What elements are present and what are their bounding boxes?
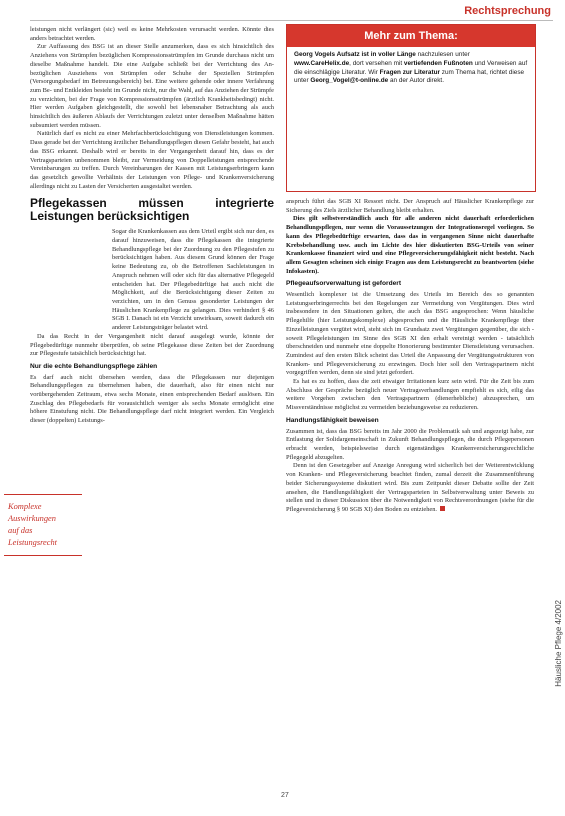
pullquote: [4, 494, 82, 556]
info-text: nachzulesen unter: [417, 51, 470, 58]
paragraph: Wesentlich komplexer ist die Umsetzung des Urteils im Bereich des so genannten Leistungserbringerrechts bei den Regelungen zur Vermeidung von Vergütungen. Dies wird insbesondere in den Situationen gelten, die auch das BSG angesprochen: Wenn häusliche Pflegehilfe (hier Leistungskomplexe) abgesprochen und die Häusliche Krankenpflege über Einzelleistungen vergütet wird, steht sich im Grundsatz zwei Vergütungen gegenüber, die sich - soweit Pflegeleistungen im Sinne des SGB XI den erhalt vereinigt werden - tatsächlich überschneiden und nunmehr eine doppelte Honorierung bestimmter Dienstleistung verursachen. Zumindest auf den ersten Blick scheint das Urteil die Anpassung der Vergütungsstrukturen von Kranken- und Pflegeversicherung zu erzwingen. Doch hier soll den Vertragspartnern nicht vorgegriffen werden, denn sie sind jetzt gefordert.: [286, 291, 534, 377]
info-bold: vertiefenden Fußnoten: [403, 59, 473, 67]
paragraph: anspruch führt das SGB XI Ressort nicht. Der Anspruch auf Häuslicher Krankenpflege zur Sicherung des Ziels ärztlicher Behandlung bleibt erhalten.: [286, 198, 534, 214]
paragraph: [286, 462, 534, 514]
pullquote-line: Leistungsrecht: [8, 538, 58, 547]
info-box-title: Mehr zum Thema:: [287, 25, 535, 47]
journal-label: Häusliche Pflege 4/2002: [554, 600, 563, 687]
pullquote-line: Komplexe: [8, 502, 42, 511]
subheading: Nur die echte Behandlungspflege zählen: [30, 362, 158, 370]
pullquote-line: auf das: [8, 526, 33, 535]
paragraph-text: Denn ist den Gesetzgeber auf Anzeige Anregung wird sicherlich bei der Weiterentwicklung von Kranken- und Pflegeversicherung beachtet finden, zumal derzeit die Zusammenführung beider Sicherungssysteme diskutiert wird. Bis zum Zeitpunkt dieser Debatte sollte der Zeit ansehen, die Handlungsfähigkeit der Vertragsparteien in Selbstverwaltung unter Beweis zu stellen und in dieser Diskussion über die Notwendigkeit von Rechtsverordnungen (siehe für die Pflegeversicherung § 90 SGB XI) den Boden zu entziehen.: [286, 462, 534, 513]
paragraph: leistungen nicht verlängert (sic) weil es keine Mehrkosten verursacht werden. Könnte dies anders betrachtet werden.: [30, 26, 274, 42]
info-link[interactable]: www.CareHelix.de: [294, 59, 350, 67]
page-number: 27: [281, 792, 289, 799]
info-box-body: [287, 47, 535, 90]
paragraph: Es hat es zu hoffen, dass die zeit etwaiger Irritationen kurz sein wird. Für die Zeit bis zum Abschluss der Gespräche bezüglich neuer Vertragsverhandlungen empfiehlt es sich, eilig das weitere Vorgehen zwischen den Vertragspartnern (dienerhebliche) abzusprechen, um Missverständnisse möglichst zu vermeiden beziehungsweise zu reduzieren.: [286, 378, 534, 412]
paragraph: Zusammen ist, dass das BSG bereits im Jahr 2000 die Problematik sah und angezeigt habe, zur Entlastung der Solidargemeinschaft in Zukunft Behandlungspflegen, die durch Pflegepersonen erbracht werden, beispielsweise durch eigenständiges Krankenversicherungsrechtliche Pflegegeld abzugelten.: [286, 427, 534, 461]
info-bold: Fragen zur Literatur: [379, 68, 440, 76]
info-text: an der Autor direkt.: [389, 77, 444, 85]
paragraph: Natürlich darf es nicht zu einer Mehrfachberücksichtigung von Dienstleistungen kommen. Dass gerade bei der Verrichtung ärztlicher Behandlungspflegen diesen Gefahr besteht, hat auch das BSG erkannt. Deshalb wird er bereits in der Vergangenheit darauf hin, dass es der Vertragsparteien unbenommen bleibt, zur Vermeidung von Doppelleistungen entsprechende Vereinbarungen zu treffen. Durch Vereinbarungen der Kassen mit Leistungserbringern kann das gesetzlich gewollte Verhältnis der Leistungen von Pflege- und Krankenversicherung allerdings nicht zu Lasten der Versicherten ausgestaltet werden.: [30, 130, 274, 190]
info-box: [286, 24, 536, 192]
left-column: [30, 26, 274, 426]
paragraph: Sogar die Krankenkassen aus dem Urteil ergibt sich nur den, es darauf hinzuweisen, dass die Pflegekassen die integrierte Behandlungspflege bei der Zuordnung zu den Pflegestufen zu berücksichtigen haben. Aus diesem Grund können der Frage keine Bedeutung zu, ob die Betroffenen Sachleistungen in Anspruch nehmen will oder sich für das alternative Pflegegeld entscheiden hat. Der Pflegebedürftige hat auch nicht die Möglichkeit, auf die Berücksichtigung dieser Zeiten zu verzichten, um in den Genuss gesonderter Leistungen der Häuslichen Krankenpflege zu gelangen. Dies verhindert § 46 SGB I. Danach ist ein Verzicht unwirksam, soweit dadurch ein anderer Leistungsträger belastet wird.: [112, 228, 274, 332]
section-title: Rechtsprechung: [464, 5, 551, 17]
info-intro: Georg Vogels Aufsatz ist in voller Länge: [294, 51, 416, 58]
subheading: Pflegeaufsorverwaltung ist gefordert: [286, 280, 402, 288]
paragraph: Es darf auch nicht übersehen werden, dass die Pflegekassen nur diejenigen Behandlungspflegen zu übernehmen haben, die dauerhaft, also für einen nicht nur vorübergehenden Zeitraum, etwa sechs Monate, einen entsprechenden Bedarf auslösen. Ein Zuschlag des Pflegebedarfs für vorausichtlich weniger als sechs Monate ermöglicht eine höhere Einstufung nicht. Die Behandlungspflege darf nicht integriert werden. Ein Vergleich dieser (doppelten) Leistungs-: [30, 373, 274, 425]
end-mark-icon: [440, 506, 445, 511]
info-email-link[interactable]: Georg_Vogel@t-online.de: [310, 77, 389, 85]
paragraph: Da das Recht in der Vergangenheit nicht darauf ausgelegt wurde, könnte der Pflegebedürftige nunmehr überprüfen, ob seine Pflegekasse diese Zeiten bei der Zuordnung zur Pflegestufe tatsächlich berücksichtigt hat.: [30, 332, 274, 358]
paragraph: Zur Auffassung des BSG ist an dieser Stelle anzumerken, dass es sich hinsichtlich des Anziehens von Strümpfen bezüglichen Kompressionsstrümpfen im Grunde durchaus nicht um dieselbe Maßnahme handelt. Die eine Aufgabe schließt bei der Verrichtung des An- bezüglichen Ausziehens von Strümpfen oder Schuhe der Speziellen Strümpfen (Versorgungsbedarf im Betreuungsbereich) bei. Eine weitere gehende oder innere Verfahrung zum Be- und Entkleiden besteht im Grunde nicht, nur die Wahl, auf das Anziehen der Strümpfe zu verzichten, bei der Frage von Kompressionsstrümpfen (ärztlich Krankheitsbedingt) nicht. Hier werden Aufgaben gleichgestellt, die sowohl bei lebensnaher Betrachtung als auch hinsichtlich des äußeren Ablaufs der Verrichtungen zuletzt unter denselben Maßnahme hätten subsumiert werden müssen.: [30, 43, 274, 129]
info-text: , dort versehen mit: [349, 59, 403, 67]
pullquote-line: Auswirkungen: [8, 514, 56, 523]
pullquote-spacer: [30, 228, 112, 326]
section-heading: Pflegekassen müssen integrierte Leistungen berücksichtigen: [30, 196, 274, 224]
info-text: und Verweisen auf die einschlägige Literatur. Wir: [294, 59, 528, 76]
header-rule: [30, 20, 553, 21]
bold-paragraph: Dies gilt selbstverständlich auch für alle anderen nicht dauerhaft erforderlichen Behandlungspflegen, nur wenn die Voraussetzungen der Integrationsregel vorliegen. So kann des Pflegebedürftige erwarten, dass das in vergangenen Sinne nicht dauerhafte Krebsbehandlung usw. auch im Lichte des hier diskutierten BSG-Urteils von seiner Krankenkasse finanziert wird und eine Pflegeversicherungsfähigkeit nicht besteht. Nach allem Gesagten scheinen sich einige Fragen aus dem Leistungsrecht zu beantworten (siehe Infokasten).: [286, 215, 534, 275]
right-column: [286, 198, 534, 515]
info-text: zum Thema hat, richtet diese unter: [294, 68, 525, 85]
subheading: Handlungsfähigkeit beweisen: [286, 416, 379, 424]
